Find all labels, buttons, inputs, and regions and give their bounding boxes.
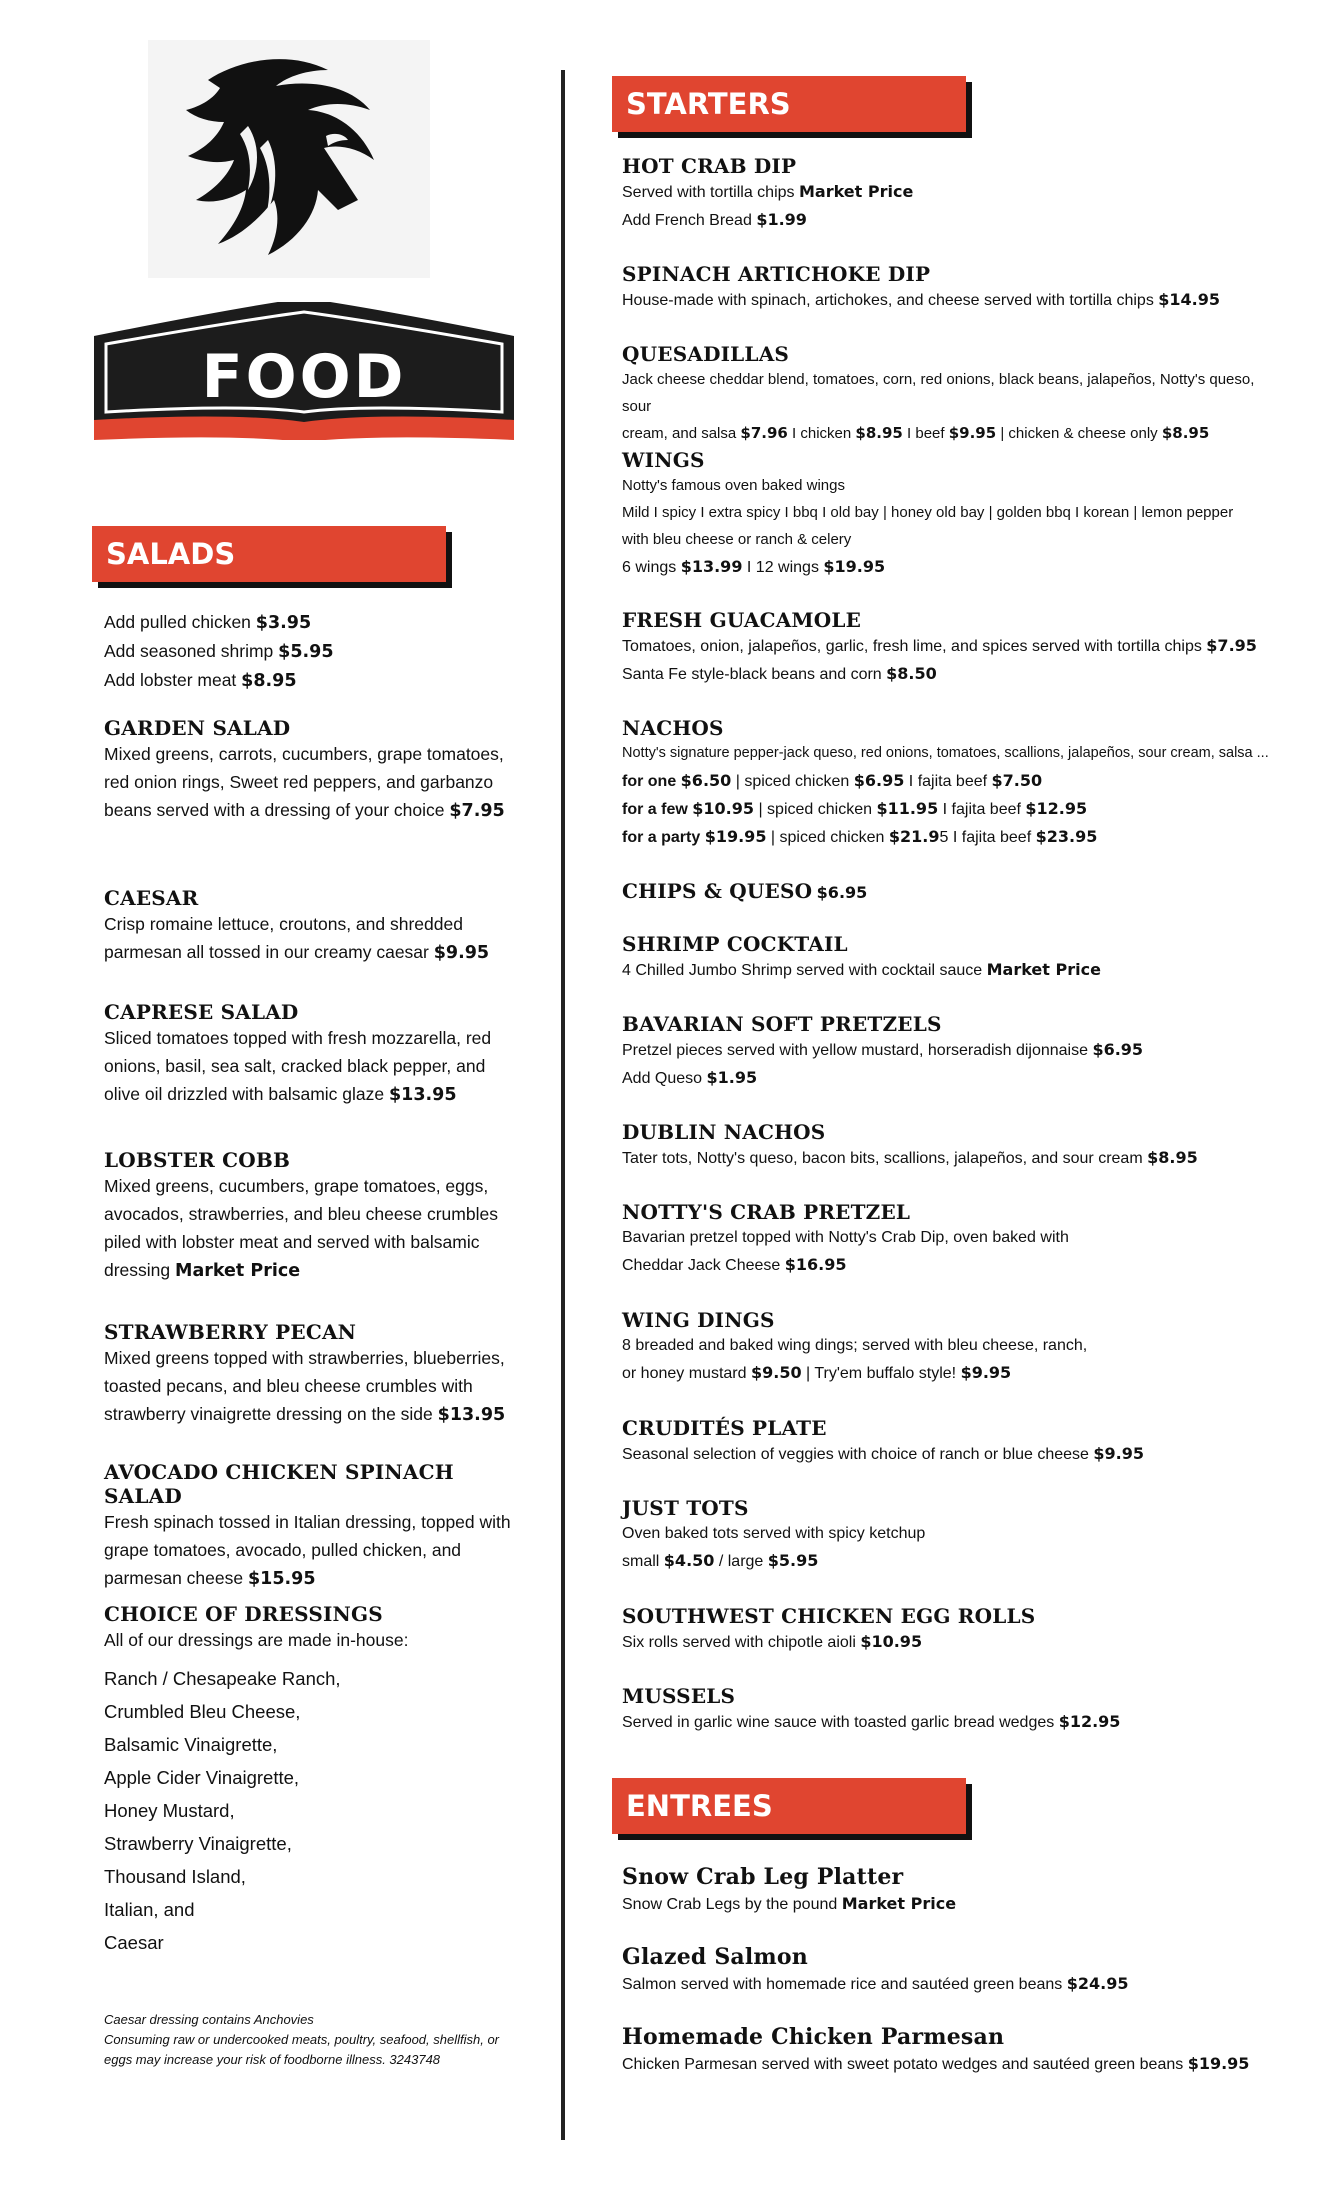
- item-desc: Fresh spinach tossed in Italian dressing, topped with grape tomatoes, avocado, pulled chicken, and parmesan cheese $15.95: [104, 1512, 511, 1589]
- starter-crudites: [622, 1416, 1272, 1468]
- item-desc: Tater tots, Notty's queso, bacon bits, scallions, jalapeños, and sour cream $8.95: [622, 1148, 1198, 1167]
- item-desc: Salmon served with homemade rice and sautéed green beans $24.95: [622, 1974, 1129, 1993]
- item-desc: Notty's signature pepper-jack queso, red onions, tomatoes, scallions, jalapeños, sour cream, salsa ...: [622, 745, 1269, 761]
- entree-chicken-parmesan: [622, 2024, 1272, 2078]
- starter-guacamole: [622, 608, 1272, 688]
- dressings: [104, 1602, 524, 1959]
- starter-crab-pretzel: [622, 1200, 1272, 1279]
- entrees-header: ENTREES: [612, 1778, 966, 1834]
- item-desc: CHIPS & QUESO $6.95: [622, 879, 868, 903]
- item-title: WINGS: [622, 448, 705, 472]
- item-desc: or honey mustard $9.50 | Try'em buffalo style! $9.95: [622, 1363, 1012, 1382]
- addon-chicken: Add pulled chicken $3.95: [104, 612, 312, 633]
- item-desc: small $4.50 / large $5.95: [622, 1551, 819, 1570]
- item-title: AVOCADO CHICKEN SPINACH SALAD: [104, 1460, 454, 1508]
- item-desc: 8 breaded and baked wing dings; served with bleu cheese, ranch,: [622, 1337, 1088, 1354]
- item-title: STRAWBERRY PECAN: [104, 1320, 357, 1344]
- dressing-item: Ranch / Chesapeake Ranch,: [104, 1668, 341, 1689]
- dressing-item: Honey Mustard,: [104, 1800, 235, 1821]
- item-desc: Tomatoes, onion, jalapeños, garlic, fresh lime, and spices served with tortilla chips $7.95: [622, 636, 1257, 655]
- item-desc: Mild I spicy I extra spicy I bbq I old bay | honey old bay | golden bbq I korean | lemon pepper: [622, 504, 1234, 521]
- item-title: NOTTY'S CRAB PRETZEL: [622, 1200, 911, 1224]
- starter-hot-crab-dip: [622, 154, 1272, 234]
- salad-strawberry-pecan: [104, 1320, 524, 1429]
- item-desc: Served in garlic wine sauce with toasted garlic bread wedges $12.95: [622, 1712, 1121, 1731]
- starter-dublin-nachos: [622, 1120, 1272, 1172]
- item-title: LOBSTER COBB: [104, 1148, 291, 1172]
- item-desc: Snow Crab Legs by the pound Market Price: [622, 1894, 957, 1913]
- item-title: JUST TOTS: [622, 1496, 749, 1520]
- item-desc: Crisp romaine lettuce, croutons, and shredded parmesan all tossed in our creamy caesar $9.95: [104, 914, 490, 963]
- item-desc: Pretzel pieces served with yellow mustard, horseradish dijonnaise $6.95: [622, 1040, 1144, 1059]
- item-desc: House-made with spinach, artichokes, and cheese served with tortilla chips $14.95: [622, 290, 1221, 309]
- dressing-item: Balsamic Vinaigrette,: [104, 1734, 278, 1755]
- dressing-item: Caesar: [104, 1932, 164, 1953]
- starter-just-tots: [622, 1496, 1272, 1575]
- dressing-item: Strawberry Vinaigrette,: [104, 1833, 292, 1854]
- item-desc: for a party $19.95 | spiced chicken $21.95 I fajita beef $23.95: [622, 827, 1098, 846]
- item-title: GARDEN SALAD: [104, 716, 291, 740]
- starter-spinach-dip: [622, 262, 1272, 314]
- salad-garden: [104, 716, 524, 825]
- item-title: Homemade Chicken Parmesan: [622, 2024, 1005, 2050]
- salad-addons: [104, 608, 524, 695]
- salads-header: SALADS: [92, 526, 446, 582]
- item-title: CAPRESE SALAD: [104, 1000, 299, 1024]
- salad-caprese: [104, 1000, 524, 1109]
- entree-snow-crab: [622, 1864, 1272, 1918]
- starter-shrimp-cocktail: [622, 932, 1272, 984]
- item-title: SHRIMP COCKTAIL: [622, 932, 848, 956]
- item-title: CRUDITÉS PLATE: [622, 1416, 827, 1440]
- food-banner: [94, 302, 514, 440]
- addon-lobster: Add lobster meat $8.95: [104, 670, 297, 691]
- item-desc: Bavarian pretzel topped with Notty's Crab Dip, oven baked with: [622, 1229, 1069, 1246]
- item-title: QUESADILLAS: [622, 342, 790, 366]
- item-desc: Mixed greens, carrots, cucumbers, grape tomatoes, red onion rings, Sweet red peppers, and garbanzo beans served with a dressing of your choice $7.95: [104, 744, 505, 821]
- item-desc: Mixed greens, cucumbers, grape tomatoes, eggs, avocados, strawberries, and bleu cheese crumbles piled with lobster meat and served with balsamic dressing Market Price: [104, 1176, 498, 1281]
- salad-lobster-cobb: [104, 1148, 524, 1285]
- page-title: FOOD: [201, 342, 407, 412]
- item-title: NACHOS: [622, 716, 724, 740]
- item-title: CAESAR: [104, 886, 199, 910]
- lion-head-icon: [148, 40, 430, 278]
- item-desc: Jack cheese cheddar blend, tomatoes, corn, red onions, black beans, jalapeños, Notty's queso, sour: [622, 371, 1255, 415]
- item-title: HOT CRAB DIP: [622, 154, 797, 178]
- dressing-item: Apple Cider Vinaigrette,: [104, 1767, 300, 1788]
- column-divider: [561, 70, 565, 2140]
- dressing-item: Thousand Island,: [104, 1866, 246, 1887]
- item-desc: Chicken Parmesan served with sweet potato wedges and sautéed green beans $19.95: [622, 2054, 1250, 2073]
- item-desc: Notty's famous oven baked wings: [622, 477, 845, 494]
- starter-nachos: [622, 716, 1272, 851]
- item-desc: Santa Fe style-black beans and corn $8.50: [622, 664, 937, 683]
- item-desc: for a few $10.95 | spiced chicken $11.95 I fajita beef $12.95: [622, 799, 1088, 818]
- item-desc: Oven baked tots served with spicy ketchup: [622, 1525, 926, 1542]
- item-desc: 4 Chilled Jumbo Shrimp served with cocktail sauce Market Price: [622, 960, 1101, 979]
- item-desc: Add Queso $1.95: [622, 1068, 758, 1087]
- item-desc: cream, and salsa $7.96 I chicken $8.95 I beef $9.95 | chicken & cheese only $8.95: [622, 424, 1210, 442]
- item-desc: Seasonal selection of veggies with choice of ranch or blue cheese $9.95: [622, 1444, 1145, 1463]
- disclaimer: [104, 2010, 524, 2070]
- addon-shrimp: Add seasoned shrimp $5.95: [104, 641, 334, 662]
- item-desc: Mixed greens topped with strawberries, blueberries, toasted pecans, and bleu cheese crumbles with strawberry vinaigrette dressing on the side $13.95: [104, 1348, 506, 1425]
- item-desc: Six rolls served with chipotle aioli $10.95: [622, 1632, 923, 1651]
- item-desc: Sliced tomatoes topped with fresh mozzarella, red onions, basil, sea salt, cracked black pepper, and olive oil drizzled with balsamic glaze $13.95: [104, 1028, 492, 1105]
- starter-wing-dings: [622, 1308, 1272, 1387]
- disclaimer-line: eggs may increase your risk of foodborne illness. 3243748: [104, 2052, 441, 2067]
- item-title: SPINACH ARTICHOKE DIP: [622, 262, 931, 286]
- item-title: DUBLIN NACHOS: [622, 1120, 826, 1144]
- salad-avocado-chicken: [104, 1460, 524, 1593]
- item-title: SOUTHWEST CHICKEN EGG ROLLS: [622, 1604, 1036, 1628]
- dressing-item: Italian, and: [104, 1899, 195, 1920]
- starters-header: STARTERS: [612, 76, 966, 132]
- item-desc: with bleu cheese or ranch & celery: [622, 531, 852, 548]
- item-desc: Served with tortilla chips Market Price: [622, 182, 914, 201]
- salad-caesar: [104, 886, 524, 967]
- item-desc: Cheddar Jack Cheese $16.95: [622, 1255, 847, 1274]
- disclaimer-line: Consuming raw or undercooked meats, poultry, seafood, shellfish, or: [104, 2032, 500, 2047]
- starter-pretzels: [622, 1012, 1272, 1092]
- dressings-intro: All of our dressings are made in-house:: [104, 1630, 409, 1650]
- item-title: Snow Crab Leg Platter: [622, 1864, 904, 1890]
- dressings-title: CHOICE OF DRESSINGS: [104, 1602, 383, 1626]
- starter-chips-queso: [622, 878, 1272, 907]
- item-desc: for one $6.50 | spiced chicken $6.95 I fajita beef $7.50: [622, 771, 1043, 790]
- item-title: Glazed Salmon: [622, 1944, 808, 1970]
- starter-quesadillas: [622, 342, 1272, 447]
- logo: [148, 40, 430, 278]
- item-title: BAVARIAN SOFT PRETZELS: [622, 1012, 942, 1036]
- item-title: FRESH GUACAMOLE: [622, 608, 862, 632]
- dressing-item: Crumbled Bleu Cheese,: [104, 1701, 301, 1722]
- starter-wings: [622, 448, 1272, 581]
- entree-glazed-salmon: [622, 1944, 1272, 1998]
- starter-mussels: [622, 1684, 1272, 1736]
- item-desc: 6 wings $13.99 I 12 wings $19.95: [622, 557, 886, 576]
- item-title: MUSSELS: [622, 1684, 736, 1708]
- disclaimer-line: Caesar dressing contains Anchovies: [104, 2012, 314, 2027]
- item-title: WING DINGS: [622, 1308, 775, 1332]
- starter-egg-rolls: [622, 1604, 1272, 1656]
- item-desc: Add French Bread $1.99: [622, 210, 807, 229]
